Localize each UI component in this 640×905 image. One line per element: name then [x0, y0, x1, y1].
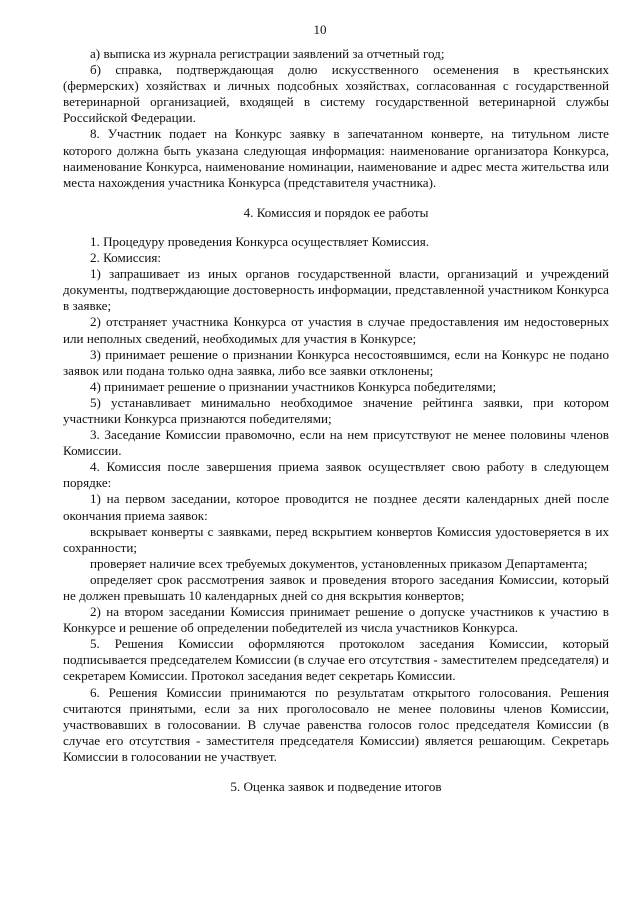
- section-heading: 5. Оценка заявок и подведение итогов: [230, 779, 442, 795]
- document-body: [63, 46, 609, 808]
- paragraph: определяет срок рассмотрения заявок и проведения второго заседания Комиссии, который не должен превышать 10 календарных дней со дня вскрытия конвертов;: [63, 571, 609, 603]
- paragraph: 8. Участник подает на Конкурс заявку в запечатанном конверте, на титульном листе которого должна быть указана следующая информация: наименование организатора Конкурса, наименование Конкурса, наименование номинации, наименование и адрес места жительства или места нахождения участника Конкурса (представителя участника).: [63, 126, 609, 190]
- paragraph: 5. Решения Комиссии оформляются протоколом заседания Комиссии, который подписывается председателем Комиссии (в случае его отсутствия - заместителем председателя) и секретарем Комиссии. Протокол заседания ведет секретарь Комиссии.: [63, 636, 609, 684]
- paragraph: 2) отстраняет участника Конкурса от участия в случае предоставления им недостоверных или неполных сведений, необходимых для участия в Конкурсе;: [63, 314, 609, 346]
- paragraph: 3. Заседание Комиссии правомочно, если на нем присутствуют не менее половины членов Комиссии.: [63, 427, 609, 459]
- paragraph: проверяет наличие всех требуемых документов, установленных приказом Департамента;: [90, 555, 588, 571]
- paragraph: б) справка, подтверждающая долю искусственного осеменения в крестьянских (фермерских) хозяйствах и личных подсобных хозяйствах, согласованная с государственной ветеринарной организацией, входящей в систему государственной ветеринарной службы Российской Федерации.: [63, 62, 609, 126]
- paragraph: 2. Комиссия:: [90, 250, 162, 266]
- paragraph: 1) запрашивает из иных органов государственной власти, организаций и учреждений документы, подтверждающие достоверность информации, представленной участником Конкурса в заявке;: [63, 266, 609, 314]
- section-heading: 4. Комиссия и порядок ее работы: [243, 204, 429, 220]
- paragraph: вскрывает конверты с заявками, перед вскрытием конвертов Комиссия удостоверяется в их сохранности;: [63, 523, 609, 555]
- paragraph: 4. Комиссия после завершения приема заявок осуществляет свою работу в следующем порядке:: [63, 459, 609, 491]
- page-number: 10: [313, 22, 327, 37]
- paragraph: 3) принимает решение о признании Конкурса несостоявшимся, если на Конкурс не подано заявок или подана только одна заявка, либо все заявки отклонены;: [63, 346, 609, 378]
- paragraph: а) выписка из журнала регистрации заявлений за отчетный год;: [90, 46, 445, 61]
- paragraph: 4) принимает решение о признании участников Конкурса победителями;: [90, 378, 497, 394]
- paragraph: 2) на втором заседании Комиссия принимает решение о допуске участников к участию в Конкурсе и решение об определении победителей из числа участников Конкурса.: [63, 604, 609, 636]
- paragraph: 6. Решения Комиссии принимаются по результатам открытого голосования. Решения считаются принятыми, если за них проголосовало не менее половины членов Комиссии, участвовавших в голосовании. В случае равенства голосов голос председателя Комиссии (в случае его отсутствия - заместителя председателя Комиссии) является решающим. Секретарь Комиссии в голосовании не участвует.: [63, 684, 609, 764]
- paragraph: 1. Процедуру проведения Конкурса осуществляет Комиссия.: [90, 233, 430, 249]
- paragraph: 1) на первом заседании, которое проводится не позднее десяти календарных дней после окончания приема заявок:: [63, 491, 609, 523]
- paragraph: 5) устанавливает минимально необходимое значение рейтинга заявки, при котором участники Конкурса признаются победителями;: [63, 394, 609, 426]
